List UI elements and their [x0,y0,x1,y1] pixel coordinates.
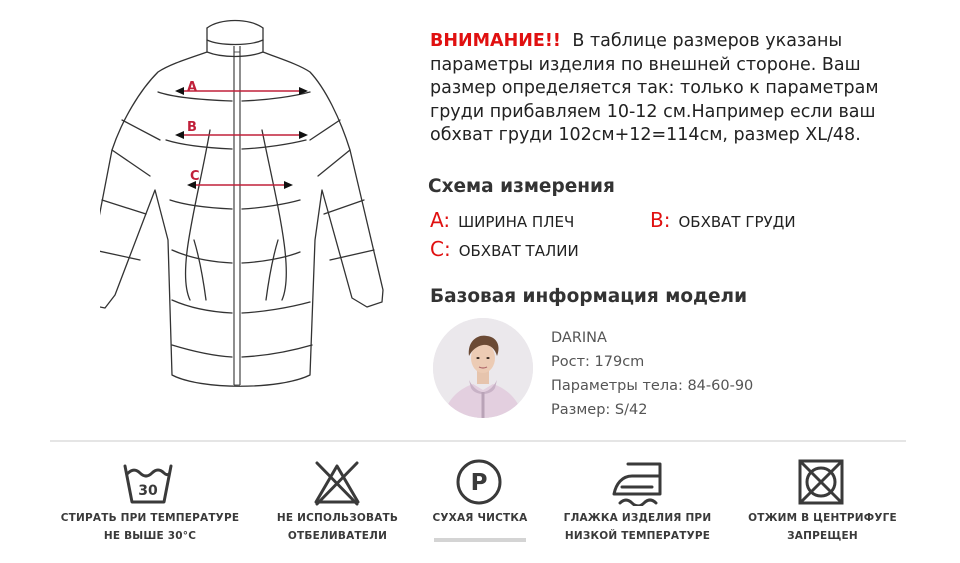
dry-clean-symbol: P [470,470,488,496]
model-info [551,326,753,422]
low-iron-icon [610,460,666,506]
model-name: DARINA [551,330,607,346]
measurement-title: Схема измерения [428,176,615,197]
legend-letter: A: [430,208,451,232]
dry-clean-label: СУХАЯ ЧИСТКА [432,512,528,524]
no-bleach-label: НЕ ИСПОЛЬЗОВАТЬ ОТБЕЛИВАТЕЛИ [276,512,399,542]
legend-waist-girth [430,237,579,261]
size-notice [430,30,930,148]
model-height: Рост: 179cm [551,354,645,370]
no-bleach-icon [312,460,362,506]
marker-a-label: A [187,80,198,95]
wash-label: СТИРАТЬ ПРИ ТЕМПЕРАТУРЕ НЕ ВЫШЕ 30°С [60,512,240,542]
no-tumble-dry-label: ОТЖИМ В ЦЕНТРИФУГЕ ЗАПРЕЩЕН [748,512,897,542]
marker-c-label: C [190,169,200,184]
active-indicator-bar [434,538,526,542]
no-tumble-dry-icon [797,458,845,506]
legend-chest-girth [650,208,796,232]
model-avatar [433,318,533,418]
notice-line-2: параметры изделия по внешней стороне. Ваш [430,54,861,75]
warning-label: ВНИМАНИЕ!! [430,31,561,51]
wash-temperature: 30 [138,483,158,499]
jacket-diagram [100,14,420,394]
section-divider [50,440,906,442]
legend-text: ШИРИНА ПЛЕЧ [458,213,575,231]
low-iron-label: ГЛАЖКА ИЗДЕЛИЯ ПРИ НИЗКОЙ ТЕМПЕРАТУРЕ [563,512,712,542]
marker-b-label: B [187,120,197,135]
dry-clean-icon [455,458,503,506]
legend-shoulder-width [430,208,574,232]
wash-30-icon [122,462,174,506]
notice-line-5: обхват груди 102см+12=114см, размер XL/48. [430,125,861,145]
legend-text: ОБХВАТ ТАЛИИ [458,242,579,260]
model-info-title: Базовая информация модели [430,286,748,307]
model-photo [433,318,533,418]
legend-letter: C: [430,237,451,261]
legend-letter: B: [650,208,671,232]
notice-line-4: груди прибавляем 10-12 см.Например если ваш [430,101,876,122]
model-body-params: Параметры тела: 84-60-90 [551,378,754,394]
notice-line-3: размер определяется так: только к параметрам [430,78,879,98]
model-size: Размер: S/42 [551,402,648,418]
legend-text: ОБХВАТ ГРУДИ [678,213,796,231]
notice-line-1: ВНИМАНИЕ!! В таблице размеров указаны [430,31,843,51]
